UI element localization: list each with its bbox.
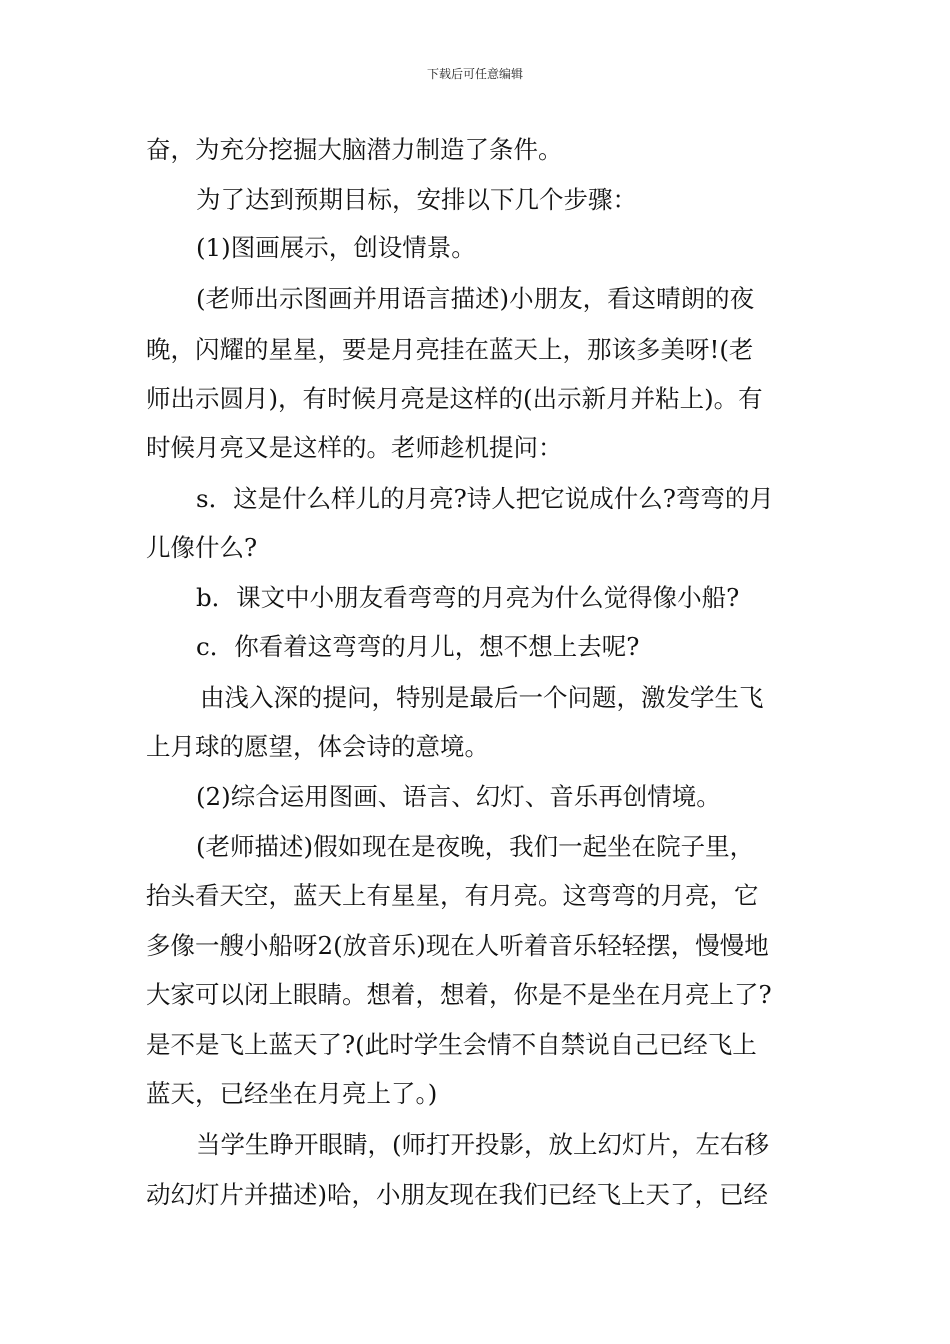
text-line: (老师出示图画并用语言描述)小朋友，看这晴朗的夜 [196,284,755,313]
text-line: 晚，闪耀的星星，要是月亮挂在蓝天上，那该多美呀!(老 [146,335,754,364]
text-line: s．这是什么样儿的月亮?诗人把它说成什么?弯弯的月 [196,484,774,513]
text-line: (老师描述)假如现在是夜晚，我们一起坐在院子里， [196,832,755,861]
text-line: 多像一艘小船呀2(放音乐)现在人听着音乐轻轻摆，慢慢地 [146,931,769,960]
text-line: 抬头看天空，蓝天上有星星，有月亮。这弯弯的月亮，它 [146,881,759,910]
text-line: 蓝天，已经坐在月亮上了。) [146,1079,438,1108]
text-line: 大家可以闭上眼睛。想着，想着，你是不是坐在月亮上了? [146,980,772,1009]
text-line: 时候月亮又是这样的。老师趁机提问： [146,433,563,462]
text-line: (1)图画展示，创设情景。 [196,233,476,262]
text-line: c．你看着这弯弯的月儿，想不想上去呢? [196,632,640,661]
text-line: 为了达到预期目标，安排以下几个步骤： [196,185,637,214]
text-line: (2)综合运用图画、语言、幻灯、音乐再创情境。 [196,782,721,811]
text-line: 师出示圆月)，有时候月亮是这样的(出示新月并粘上)。有 [146,384,763,413]
text-line: 上月球的愿望，体会诗的意境。 [146,732,489,761]
text-line: 动幻灯片并描述)哈，小朋友现在我们已经飞上天了，已经 [146,1180,769,1209]
text-line: 由浅入深的提问，特别是最后一个问题，激发学生飞 [200,683,764,712]
text-line: 儿像什么? [146,533,258,562]
text-line: 是不是飞上蓝天了?(此时学生会情不自禁说自己已经飞上 [146,1030,757,1059]
page-header: 下载后可任意编辑 [426,67,523,81]
text-line: 当学生睁开眼睛，(师打开投影，放上幻灯片，左右移 [196,1130,770,1159]
text-line: b．课文中小朋友看弯弯的月亮为什么觉得像小船? [196,583,740,612]
text-line: 奋，为充分挖掘大脑潜力制造了条件。 [146,135,563,164]
